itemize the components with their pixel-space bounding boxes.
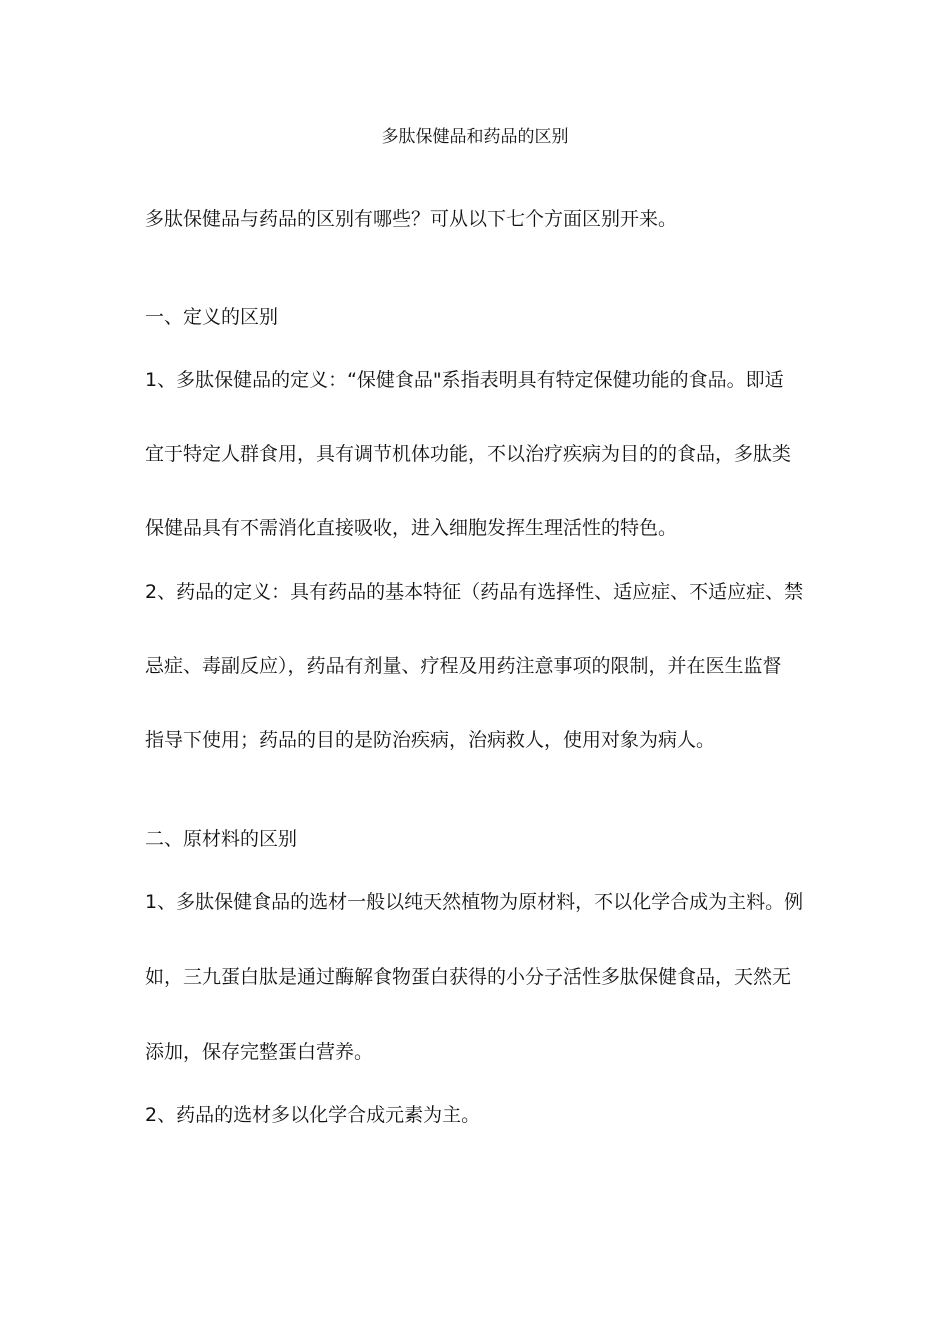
section-heading-materials: 二、原材料的区别	[145, 828, 298, 850]
paragraph-line: 保健品具有不需消化直接吸收，进入细胞发挥生理活性的特色。	[145, 517, 678, 539]
section-heading-definition: 一、定义的区别	[145, 306, 279, 328]
intro-paragraph: 多肽保健品与药品的区别有哪些？可从以下七个方面区别开来。	[145, 208, 678, 230]
document-title: 多肽保健品和药品的区别	[381, 127, 569, 147]
paragraph-line: 指导下使用；药品的目的是防治疾病，治病救人，使用对象为病人。	[145, 729, 716, 751]
paragraph-line: 如，三九蛋白肽是通过酶解食物蛋白获得的小分子活性多肽保健食品，天然无	[145, 966, 792, 988]
paragraph-line: 添加，保存完整蛋白营养。	[145, 1041, 374, 1063]
paragraph-line: 2、药品的选材多以化学合成元素为主。	[145, 1104, 481, 1126]
paragraph-line: 忌症、毒副反应），药品有剂量、疗程及用药注意事项的限制，并在医生监督	[145, 655, 782, 677]
paragraph-line: 1、多肽保健食品的选材一般以纯天然植物为原材料，不以化学合成为主料。例	[145, 891, 804, 913]
paragraph-line: 1、多肽保健品的定义：“保健食品"系指表明具有特定保健功能的食品。即适	[145, 369, 784, 391]
paragraph-line: 宜于特定人群食用，具有调节机体功能，不以治疗疾病为目的的食品，多肽类	[145, 443, 792, 465]
paragraph-line: 2、药品的定义：具有药品的基本特征（药品有选择性、适应症、不适应症、禁	[145, 581, 804, 603]
